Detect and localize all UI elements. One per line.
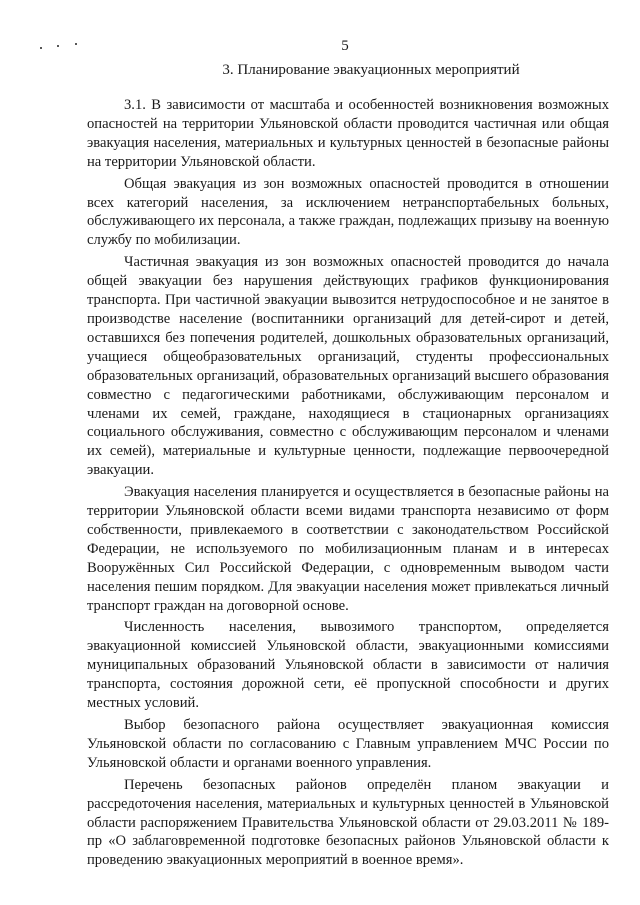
body-text xyxy=(87,96,609,873)
section-title: 3. Планирование эвакуационных мероприятий xyxy=(222,62,520,78)
paragraph: 3.1. В зависимости от масштаба и особенностей возникновения возможных опасностей на территории Ульяновской области проводится частичная или общая эвакуация населения, материальных и культурных ценностей в безопасные районы на территории Ульяновской области. xyxy=(87,97,609,170)
paragraph: Численность населения, вывозимого транспортом, определяется эвакуационной комиссией Ульяновской области, эвакуационными комиссиями муниципальных образований Ульяновской области в зависимости от наличия транспорта, состояния дорожной сети, её пропускной способности и других местных условий. xyxy=(87,619,609,712)
paragraph: Выбор безопасного района осуществляет эвакуационная комиссия Ульяновской области по согласованию с Главным управлением МЧС России по Ульяновской области и органами военного управления. xyxy=(87,717,609,771)
paragraph: Частичная эвакуация из зон возможных опасностей проводится до начала общей эвакуации без нарушения действующих графиков функционирования транспорта. При частичной эвакуации вывозится нетрудоспособное и не занятое в производстве население (воспитанники организаций для детей-сирот и детей, оставшихся без попечения родителей, дошкольных образовательных организаций, учащиеся общеобразовательных организаций, студенты профессиональных образовательных организаций, образовательных организаций высшего образования совместно с педагогическими работниками, обслуживающим персоналом и членами их семей, граждане, находящиеся в стационарных организациях социального обслуживания, совместно с обслуживающим персоналом и членами их семей), материальные и культурные ценности, подлежащие первоочередной эвакуации. xyxy=(87,254,609,479)
paragraph: Эвакуация населения планируется и осуществляется в безопасные районы на территории Ульяновской области всеми видами транспорта независимо от форм собственности, привлекаемого в соответствии с законодательством Российской Федерации, не используемого по мобилизационным планам и в интересах Вооружённых Сил Российской Федерации, с одновременным выводом части населения пешим порядком. Для эвакуации населения может привлекаться личный транспорт граждан на договорной основе. xyxy=(87,484,609,614)
paragraph: Общая эвакуация из зон возможных опасностей проводится в отношении всех категорий населения, за исключением нетранспортабельных больных, обслуживающего их персонала, а также граждан, подлежащих призыву на военную службу по мобилизации. xyxy=(87,175,609,249)
page-number: 5 xyxy=(341,38,349,54)
paragraph: Перечень безопасных районов определён планом эвакуации и рассредоточения населения, материальных и культурных ценностей в Ульяновской области распоряжением Правительства Ульяновской области от 29.03.2011 № 189-пр «О заблаговременной подготовке безопасных районов Ульяновской области к проведению эвакуационных мероприятий в военное время». xyxy=(87,776,609,869)
